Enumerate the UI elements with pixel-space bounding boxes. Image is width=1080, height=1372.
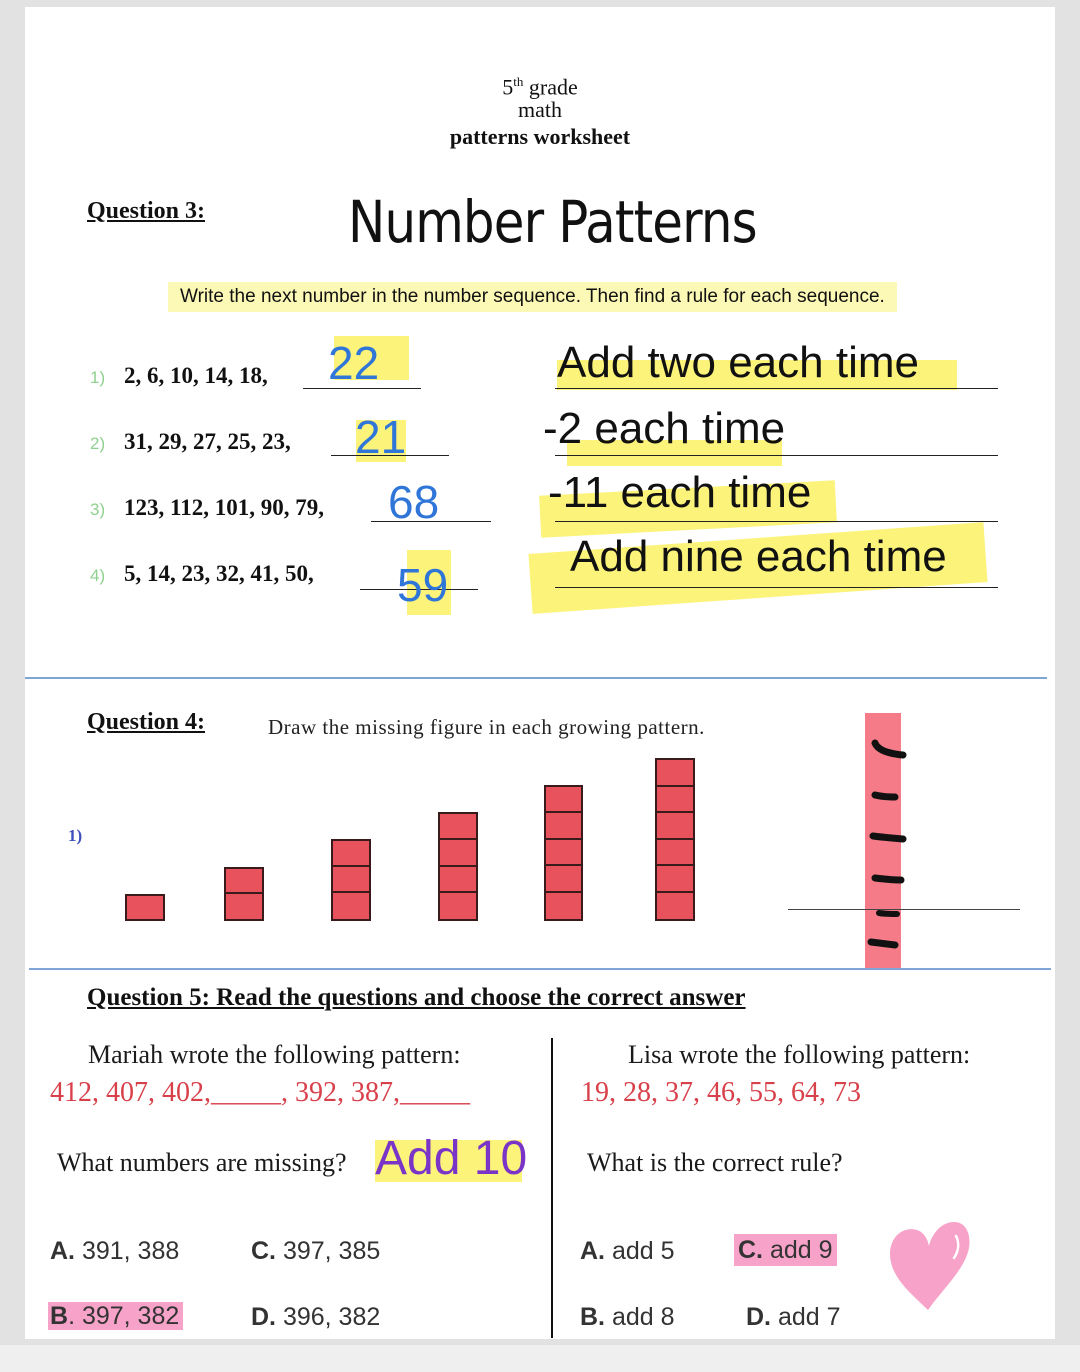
block-unit-divider [657, 787, 693, 814]
question-4-instruction: Draw the missing figure in each growing pattern. [268, 715, 705, 739]
item-1-answer: 22 [328, 337, 380, 389]
choice-letter: C. [738, 1236, 763, 1264]
item-2-sequence: 31, 29, 27, 25, 23, [124, 429, 291, 454]
block-unit-divider [333, 867, 369, 893]
question-4-item-number: 1) [68, 826, 83, 845]
choice-text: add 9 [769, 1236, 833, 1264]
section-divider-2 [29, 968, 1051, 970]
mariah-seq-part-b: , 392, 387, [281, 1077, 400, 1108]
item-4-number: 4) [90, 566, 106, 585]
drawn-figure-marks [855, 713, 915, 973]
mariah-choice-c[interactable] [251, 1237, 380, 1266]
mariah-prompt: Mariah wrote the following pattern: [88, 1040, 461, 1069]
worksheet-title: patterns worksheet [449, 124, 631, 149]
subject-line: math [518, 97, 562, 122]
block-unit-divider [226, 869, 262, 894]
heart-icon [884, 1218, 974, 1318]
choice-text: 396, 382 [282, 1303, 381, 1331]
question-5-center-divider [551, 1038, 553, 1338]
choice-letter: A. [580, 1237, 605, 1265]
choice-text: . 397, 382 [68, 1302, 180, 1330]
question-3-label: Question 3: [87, 198, 206, 224]
choice-text: add 8 [611, 1303, 675, 1331]
choice-letter: B [50, 1302, 69, 1330]
block-unit-divider [657, 840, 693, 867]
item-1-number: 1) [90, 368, 106, 387]
choice-letter: B. [580, 1303, 605, 1331]
choice-letter: C. [251, 1237, 276, 1265]
lisa-choice-b[interactable] [580, 1303, 675, 1332]
choice-letter: D. [251, 1303, 276, 1331]
bottom-strip [0, 1345, 1080, 1372]
item-4-sequence: 5, 14, 23, 32, 41, 50, [124, 561, 314, 586]
item-1-rule: Add two each time [557, 338, 919, 387]
item-3-sequence: 123, 112, 101, 90, 79, [124, 495, 324, 520]
pattern-figure-5 [544, 785, 583, 921]
grade-suffix: th [513, 74, 524, 89]
question-4-label: Question 4: [87, 709, 206, 735]
mariah-choice-b-selected[interactable] [48, 1302, 183, 1331]
lisa-prompt: Lisa wrote the following pattern: [628, 1040, 971, 1069]
block-unit-divider [546, 840, 581, 866]
item-1-sequence: 2, 6, 10, 14, 18, [124, 363, 268, 388]
lisa-sequence: 19, 28, 37, 46, 55, 64, 73 [581, 1077, 861, 1108]
choice-text: 391, 388 [81, 1237, 180, 1265]
question-3-instruction: Write the next number in the number sequence. Then find a rule for each sequence. [168, 282, 897, 312]
item-4-rule-line [555, 587, 998, 588]
mariah-choice-d[interactable] [251, 1303, 380, 1332]
mariah-blank-a: _____ [211, 1077, 281, 1108]
item-3-answer: 68 [388, 476, 440, 528]
mariah-blank-b: _____ [400, 1077, 470, 1108]
item-2-number: 2) [90, 434, 106, 453]
block-unit-divider [440, 867, 476, 893]
grade-number: 5 [502, 74, 514, 100]
section-divider-1 [25, 677, 1047, 679]
mariah-question: What numbers are missing? [57, 1148, 347, 1177]
lisa-choice-a[interactable] [580, 1237, 675, 1266]
choice-text: add 5 [611, 1237, 675, 1265]
choice-letter: A. [50, 1237, 75, 1265]
mariah-sequence [50, 1077, 470, 1109]
grade-word: grade [528, 74, 578, 100]
add-10-handwritten: Add 10 [375, 1132, 528, 1185]
block-unit-divider [440, 840, 476, 866]
item-3-number: 3) [90, 500, 106, 519]
pattern-figure-4 [438, 812, 478, 921]
lisa-choice-d[interactable] [746, 1303, 841, 1332]
lisa-choice-c-selected[interactable] [734, 1236, 837, 1265]
mariah-choice-a[interactable] [50, 1237, 179, 1266]
number-patterns-title: Number Patterns [348, 188, 757, 256]
block-unit-divider [440, 814, 476, 840]
question-5-title: Question 5: Read the questions and choose the correct answer [87, 984, 746, 1011]
choice-letter: D. [746, 1303, 771, 1331]
pattern-figure-6 [655, 758, 695, 921]
pattern-figure-3 [331, 839, 371, 921]
mariah-seq-part-a: 412, 407, 402, [50, 1077, 211, 1108]
choice-text: 397, 385 [282, 1237, 381, 1265]
item-2-rule-line [555, 455, 998, 456]
item-3-rule-line [555, 521, 998, 522]
pattern-figure-1 [125, 894, 165, 921]
pattern-figure-2 [224, 867, 264, 921]
block-unit-divider [546, 813, 581, 839]
item-3-rule: -11 each time [548, 468, 812, 517]
block-unit-divider [546, 866, 581, 892]
block-unit-divider [333, 841, 369, 867]
item-4-answer: 59 [397, 559, 449, 611]
item-2-rule: -2 each time [543, 404, 786, 453]
lisa-question: What is the correct rule? [587, 1148, 843, 1177]
block-unit-divider [546, 787, 581, 813]
block-unit-divider [657, 866, 693, 893]
block-unit-divider [657, 760, 693, 787]
item-2-answer: 21 [355, 411, 407, 463]
figure-answer-line [788, 909, 1020, 910]
item-4-rule: Add nine each time [570, 532, 947, 581]
block-unit-divider [657, 813, 693, 840]
item-1-rule-line [555, 388, 998, 389]
choice-text: add 7 [777, 1303, 841, 1331]
